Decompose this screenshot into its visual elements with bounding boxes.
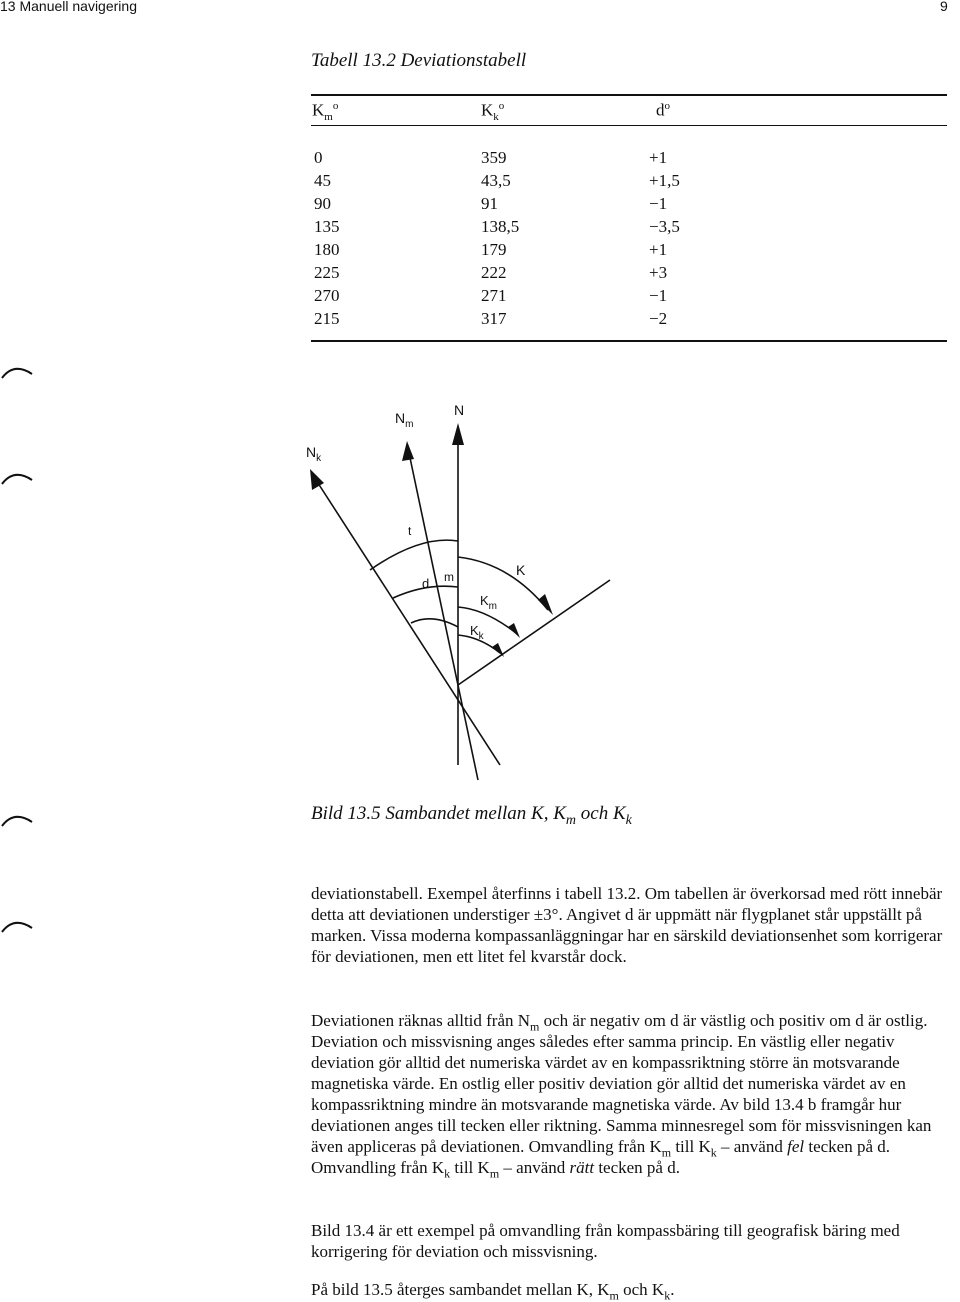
margin-mark-4 <box>0 914 40 944</box>
table-header-rule <box>311 125 947 126</box>
cell-kk: 222 <box>481 263 507 282</box>
arc-t <box>370 540 458 570</box>
cell-km: 215 <box>314 309 340 328</box>
cell-kk: 138,5 <box>481 217 520 236</box>
cell-km: 180 <box>314 240 340 259</box>
column-header-kk: $K_k^o$ <box>481 100 505 124</box>
figure-caption: Bild 13.5 Sambandet mellan K, $K_m$ och $K_k$ <box>311 803 632 828</box>
column-header-km: $K_m^o$ <box>312 100 339 124</box>
table-row <box>311 286 711 309</box>
margin-mark-2 <box>0 466 40 496</box>
margin-mark-1 <box>0 360 40 390</box>
table-row <box>311 194 711 217</box>
label-k: K <box>516 562 526 578</box>
body-paragraph-2: Deviationen räknas alltid från $N_m$ och är negativ om d är västlig och positiv om d är ostlig. Deviation och missvisning anges således efter samma princip. En västlig eller negativ deviation gör alltid det numeriska värdet av en kompassriktning större än motsvarande magnetiska värde. En ostlig eller positiv deviation gör alltid det numeriska värdet av en kompassriktning mindre än motsvarande magnetiska värde. Av bild 13.4 b framgår hur deviationen anges till tecken eller riktning. Samma minnesregel som för missvisningen kan även appliceras på deviationen. Omvandling från $K_m$ till $K_k$ – använd fel tecken på d. Omvandling från $K_k$ till $K_m$ – använd rätt tecken på d. <box>311 1011 932 1181</box>
table-top-rule <box>311 94 947 96</box>
arrow-kk <box>492 643 504 657</box>
arrow-k <box>538 594 553 615</box>
arrow-km <box>508 623 520 638</box>
cell-km: 225 <box>314 263 340 282</box>
arc-d <box>411 619 458 627</box>
label-kk: $K_k$ <box>470 623 484 642</box>
body-paragraph-1: deviationstabell. Exempel återfinns i tabell 13.2. Om tabellen är överkorsad med rött innebär detta att deviationen understiger ±3°. Angivet d är uppmätt när flygplanet står uppställt på marken. Vissa moderna kompassanläggningar har en särskild deviationsenhet som korrigerar för deviationen, men ett litet fel kvarstår dock. <box>311 884 943 966</box>
running-header-chapter: 13 Manuell navigering <box>0 0 137 14</box>
table-row <box>311 263 711 286</box>
table-row <box>311 171 711 194</box>
compass-angle-diagram <box>280 395 640 790</box>
cell-d: +1 <box>649 240 668 259</box>
table-row <box>311 309 711 332</box>
cell-km: 270 <box>314 286 340 305</box>
arc-km <box>458 607 516 633</box>
body-paragraph-3: Bild 13.4 är ett exempel på omvandling från kompassbäring till geografisk bäring med korrigering för deviation och missvisning. <box>311 1221 900 1261</box>
cell-kk: 317 <box>481 309 507 328</box>
body-paragraph-4: På bild 13.5 återges sambandet mellan K, $K_m$ och $K_k$. <box>311 1280 675 1302</box>
arrow-n <box>452 423 464 445</box>
cell-km: 45 <box>314 171 331 190</box>
cell-kk: 91 <box>481 194 498 213</box>
arc-k <box>458 557 548 610</box>
cell-kk: 359 <box>481 148 507 167</box>
label-m: m <box>444 570 454 584</box>
cell-d: +1,5 <box>649 171 680 190</box>
cell-d: −2 <box>649 309 668 328</box>
cell-kk: 43,5 <box>481 171 511 190</box>
cell-kk: 179 <box>481 240 507 259</box>
cell-d: +1 <box>649 148 668 167</box>
label-d: d <box>422 576 430 591</box>
cell-km: 0 <box>314 148 323 167</box>
label-t: t <box>408 524 412 538</box>
arrow-nk <box>310 469 324 490</box>
cell-kk: 271 <box>481 286 507 305</box>
table-bottom-rule <box>311 340 947 342</box>
table-row <box>311 240 711 263</box>
deviation-table-body <box>311 148 711 332</box>
table-row <box>311 148 711 171</box>
label-nk: $N_k$ <box>306 444 322 464</box>
cell-km: 90 <box>314 194 331 213</box>
cell-km: 135 <box>314 217 340 236</box>
column-header-d: $d^o$ <box>656 100 670 120</box>
margin-mark-3 <box>0 808 40 838</box>
cell-d: +3 <box>649 263 668 282</box>
table-caption: Tabell 13.2 Deviationstabell <box>311 50 527 71</box>
magnetic-north-line <box>409 453 478 780</box>
cell-d: −1 <box>649 286 668 305</box>
page-number: 9 <box>940 0 948 14</box>
table-row <box>311 217 711 240</box>
cell-d: −1 <box>649 194 668 213</box>
label-km: $K_m$ <box>480 593 498 612</box>
label-n: N <box>454 402 465 418</box>
label-nm: $N_m$ <box>395 410 414 430</box>
arrow-nm <box>402 441 414 461</box>
cell-d: −3,5 <box>649 217 680 236</box>
